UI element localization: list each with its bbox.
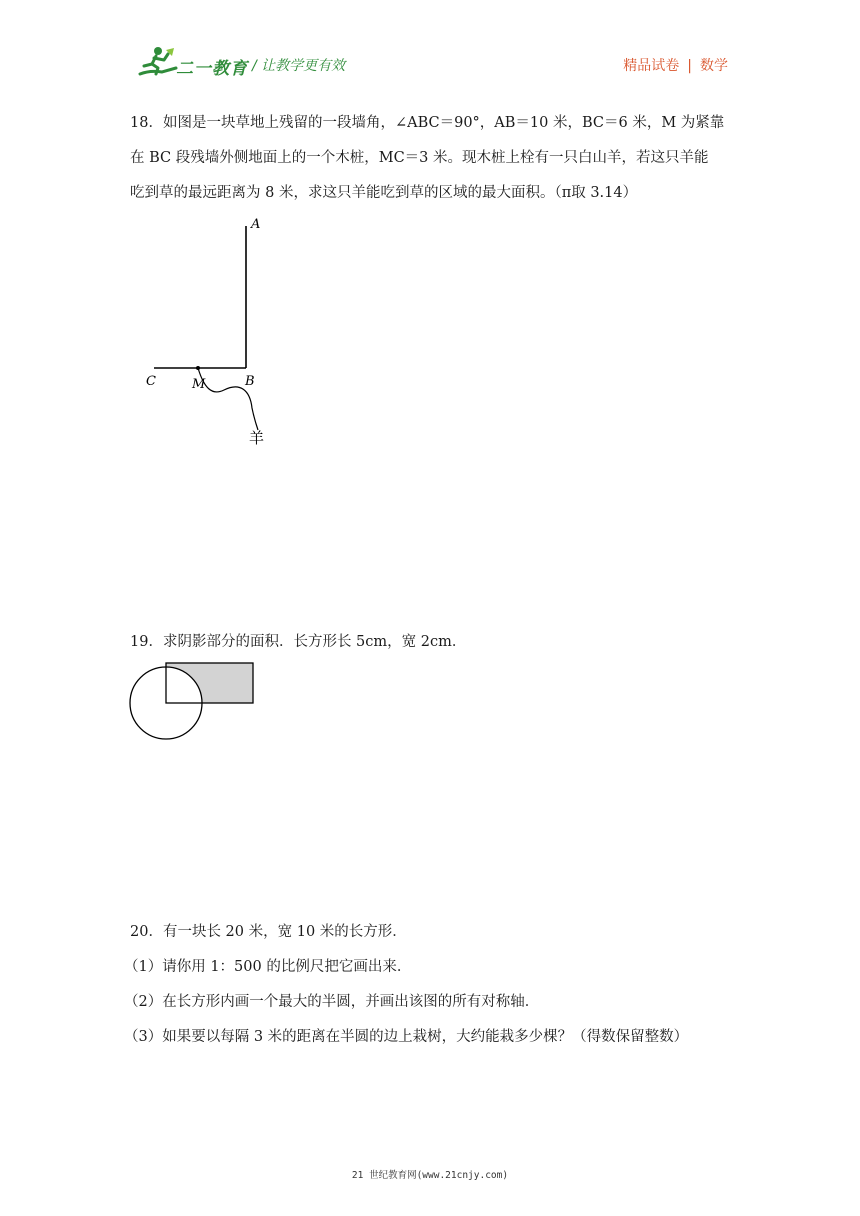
q18-line-3: 吃到草的最远距离为 8 米，求这只羊能吃到草的区域的最大面积。（π取 3.14）: [130, 185, 638, 201]
q18-figure: [140, 212, 290, 452]
question-19: [130, 625, 466, 660]
q20-part-1: （1）请你用 1：500 的比例尺把它画出来．: [124, 959, 412, 975]
question-18: [130, 106, 724, 211]
q20-line-1: 20．有一块长 20 米，宽 10 米的长方形．: [130, 924, 407, 940]
label-b: B: [245, 374, 255, 389]
q19-figure: [126, 656, 261, 746]
question-20-parts: [124, 950, 688, 1055]
footer: 21 世纪教育网(www.21cnjy.com): [351, 1170, 509, 1181]
q18-line-1: 18．如图是一块草地上残留的一段墙角，∠ABC＝90°，AB＝10 米，BC＝6 米，M 为紧靠: [130, 115, 725, 131]
label-a: A: [251, 217, 261, 232]
logo-text: 二一教育: [176, 59, 248, 79]
header-right: [623, 55, 728, 75]
question-20: [130, 915, 407, 950]
label-sheep: 羊: [249, 429, 265, 447]
slogan-text: 让教学更有效: [261, 58, 346, 74]
q18-line-2: 在 BC 段残墙外侧地面上的一个木桩，MC＝3 米。现木桩上栓有一只白山羊，若这只羊能: [130, 150, 709, 166]
header-separator: |: [687, 58, 692, 74]
header-logo: [136, 44, 180, 80]
label-m: M: [192, 377, 206, 392]
header-title: 精品试卷: [623, 58, 680, 74]
label-c: C: [146, 374, 156, 389]
runner-logo-icon: [136, 44, 180, 80]
q19-line-1: 19．求阴影部分的面积．长方形长 5cm，宽 2cm．: [130, 634, 467, 650]
slogan: / 让教学更有效: [252, 58, 346, 74]
header-subject: 数学: [700, 58, 728, 74]
q20-part-3: （3）如果要以每隔 3 米的距离在半圆的边上栽树，大约能栽多少棵？（得数保留整数）: [124, 1029, 689, 1045]
q20-part-2: （2）在长方形内画一个最大的半圆，并画出该图的所有对称轴．: [124, 994, 540, 1010]
